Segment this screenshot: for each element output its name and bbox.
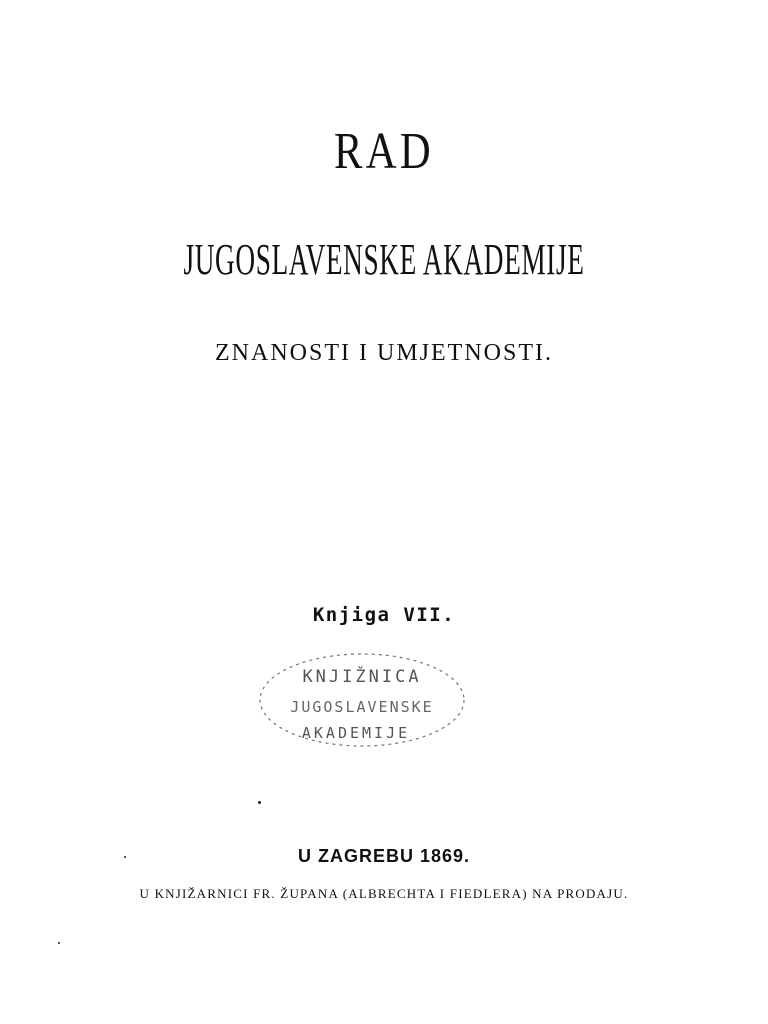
publisher-line: U KNJIŽARNICI FR. ŽUPANA (ALBRECHTA I FIEDLERA) NA PRODAJU. (139, 886, 629, 901)
place-and-year: U ZAGREBU 1869. (297, 846, 471, 866)
journal-subtitle-line-2: ZNANOSTI I UMJETNOSTI. (215, 340, 553, 366)
journal-title: RAD (334, 123, 434, 180)
ink-speck (258, 801, 261, 804)
journal-subtitle: JUGOSLAVENSKE AKADEMIJE (183, 235, 585, 284)
ink-speck (58, 942, 60, 944)
ink-speck (124, 856, 126, 858)
stamp-line-1: KNJIŽNICA (302, 667, 422, 687)
stamp-line-3: AKADEMIJE (301, 724, 411, 742)
library-stamp (256, 648, 468, 752)
volume-label: Knjiga VII. (312, 604, 456, 626)
stamp-line-2: JUGOSLAVENSKE (290, 698, 434, 716)
